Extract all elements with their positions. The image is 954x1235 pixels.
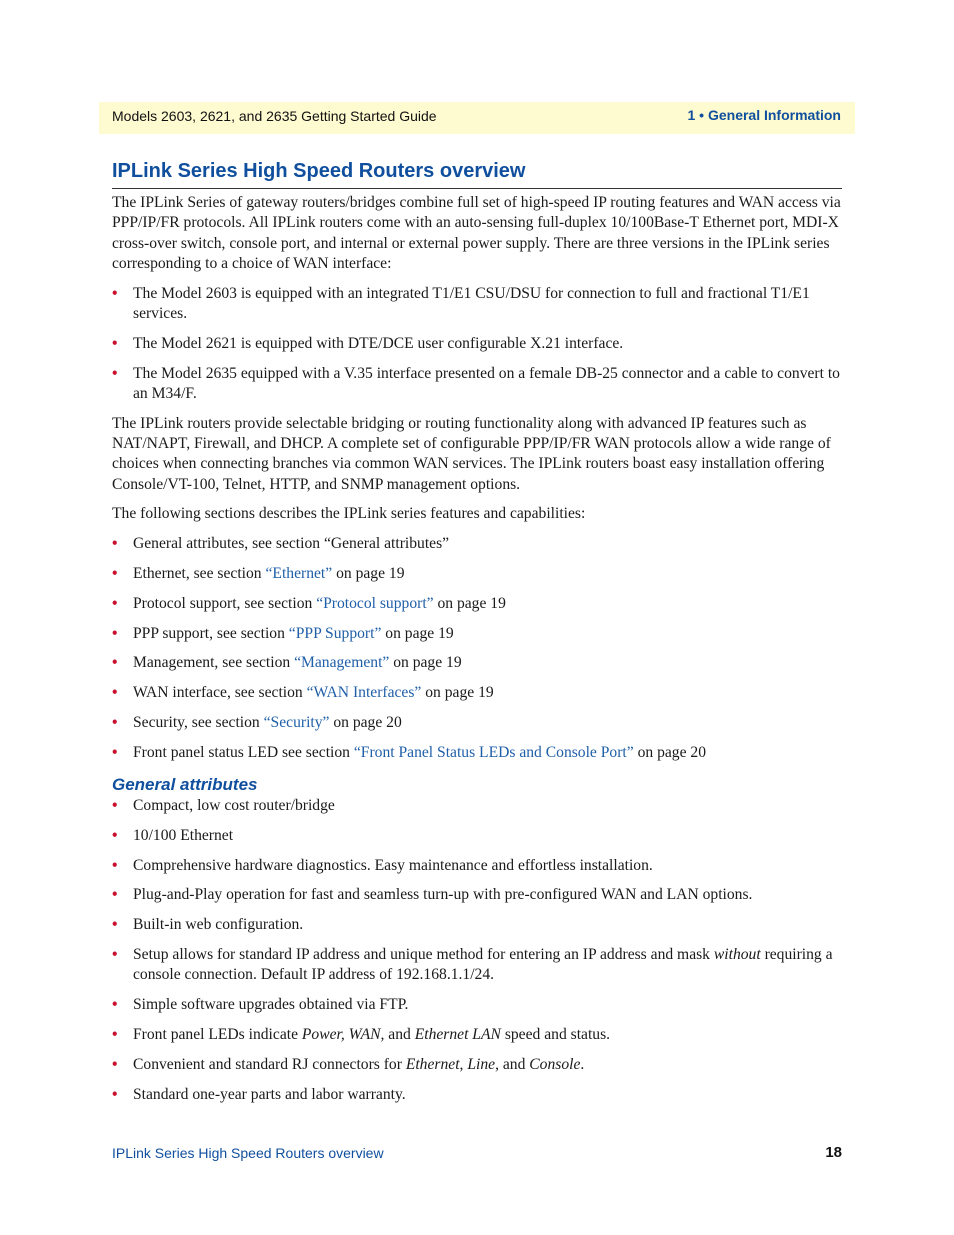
section-title: IPLink Series High Speed Routers overview	[112, 160, 842, 189]
list-item: • 10/100 Ethernet	[112, 826, 842, 846]
bullet-icon: •	[112, 654, 118, 672]
bullet-icon: •	[112, 856, 118, 874]
bullet-icon: •	[112, 684, 118, 702]
sections-intro: The following sections describes the IPLink series features and capabilities:	[112, 505, 586, 523]
list-item: • Standard one-year parts and labor warranty.	[112, 1085, 842, 1105]
bullet-icon: •	[112, 334, 118, 352]
bullet-icon: •	[112, 1025, 118, 1043]
bullet-icon: •	[112, 284, 118, 302]
list-item: • WAN interface, see section “WAN Interfaces” on page 19	[112, 683, 842, 703]
list-item: • General attributes, see section “General attributes”	[112, 534, 842, 554]
link-front-panel-leds[interactable]: “Front Panel Status LEDs and Console Port”	[353, 743, 634, 761]
bullet-icon: •	[112, 1055, 118, 1073]
bullet-icon: •	[112, 916, 118, 934]
list-item: • Ethernet, see section “Ethernet” on page 19	[112, 564, 842, 584]
running-header	[99, 102, 855, 134]
bullet-icon: •	[112, 564, 118, 582]
link-protocol-support[interactable]: “Protocol support”	[316, 594, 434, 612]
list-item: • Convenient and standard RJ connectors for Ethernet, Line, and Console.	[112, 1055, 842, 1075]
bullet-icon: •	[112, 797, 118, 815]
list-item: • Security, see section “Security” on page 20	[112, 713, 842, 733]
subsection-title: General attributes	[112, 775, 258, 795]
list-item: • Built-in web configuration.	[112, 915, 842, 935]
bullet-icon: •	[112, 826, 118, 844]
list-item: • The Model 2621 is equipped with DTE/DCE user configurable X.21 interface.	[112, 334, 842, 354]
header-chapter: 1 • General Information	[687, 107, 841, 123]
list-item: • Comprehensive hardware diagnostics. Easy maintenance and effortless installation.	[112, 856, 842, 876]
list-item: • Front panel LEDs indicate Power, WAN, and Ethernet LAN speed and status.	[112, 1025, 842, 1045]
bullet-icon: •	[112, 1085, 118, 1103]
page-content	[112, 160, 842, 1105]
bullet-icon: •	[112, 364, 118, 382]
list-item: • Protocol support, see section “Protocol support” on page 19	[112, 594, 842, 614]
attribute-list	[112, 796, 842, 1105]
intro-paragraph: The IPLink Series of gateway routers/bridges combine full set of high-speed IP routing features and WAN access via PPP/IP/FR protocols. All IPLink routers come with an auto-sensing full-duplex 10/100Base-T Ethernet port, MDI-X cross-over switch, console port, and internal or external power supply. There are three versions in the IPLink series corresponding to a choice of WAN interface:	[112, 194, 841, 272]
list-item: • Setup allows for standard IP address and unique method for entering an IP address and mask without requiring a console connection. Default IP address of 192.168.1.1/24.	[112, 946, 833, 984]
list-item: • Plug-and-Play operation for fast and seamless turn-up with pre-configured WAN and LAN options.	[112, 885, 842, 905]
list-item: • PPP support, see section “PPP Support” on page 19	[112, 624, 842, 644]
list-item: • Front panel status LED see section “Front Panel Status LEDs and Console Port” on page 20	[112, 743, 842, 763]
page-number: 18	[825, 1144, 842, 1161]
capabilities-paragraph: The IPLink routers provide selectable bridging or routing functionality along with advanced IP features such as NAT/NAPT, Firewall, and DHCP. A complete set of configurable PPP/IP/FR WAN protocols allow a wide range of choices when connecting branches via common WAN services. The IPLink routers boast easy installation offering Console/VT-100, Telnet, HTTP, and SNMP management options.	[112, 414, 831, 493]
list-item: • Compact, low cost router/bridge	[112, 796, 842, 816]
bullet-icon: •	[112, 996, 118, 1014]
link-management[interactable]: “Management”	[294, 654, 390, 672]
model-list	[112, 284, 842, 404]
bullet-icon: •	[112, 713, 118, 731]
bullet-icon: •	[112, 743, 118, 761]
link-ppp-support[interactable]: “PPP Support”	[288, 624, 382, 642]
bullet-icon: •	[112, 946, 118, 964]
bullet-icon: •	[112, 594, 118, 612]
list-item: • Simple software upgrades obtained via FTP.	[112, 995, 842, 1015]
bullet-icon: •	[112, 886, 118, 904]
list-item: • The Model 2635 equipped with a V.35 interface presented on a female DB-25 connector and a cable to convert to an M34/F.	[112, 364, 840, 402]
link-security[interactable]: “Security”	[263, 713, 330, 731]
bullet-icon: •	[112, 535, 118, 553]
bullet-icon: •	[112, 624, 118, 642]
list-item: • The Model 2603 is equipped with an integrated T1/E1 CSU/DSU for connection to full and fractional T1/E1 services.	[112, 284, 810, 322]
footer-section-title: IPLink Series High Speed Routers overview	[112, 1145, 384, 1161]
feature-list	[112, 534, 842, 763]
link-ethernet[interactable]: “Ethernet”	[265, 564, 333, 582]
link-wan-interfaces[interactable]: “WAN Interfaces”	[306, 684, 422, 702]
header-guide-title: Models 2603, 2621, and 2635 Getting Started Guide	[112, 108, 437, 124]
list-item: • Management, see section “Management” on page 19	[112, 653, 842, 673]
